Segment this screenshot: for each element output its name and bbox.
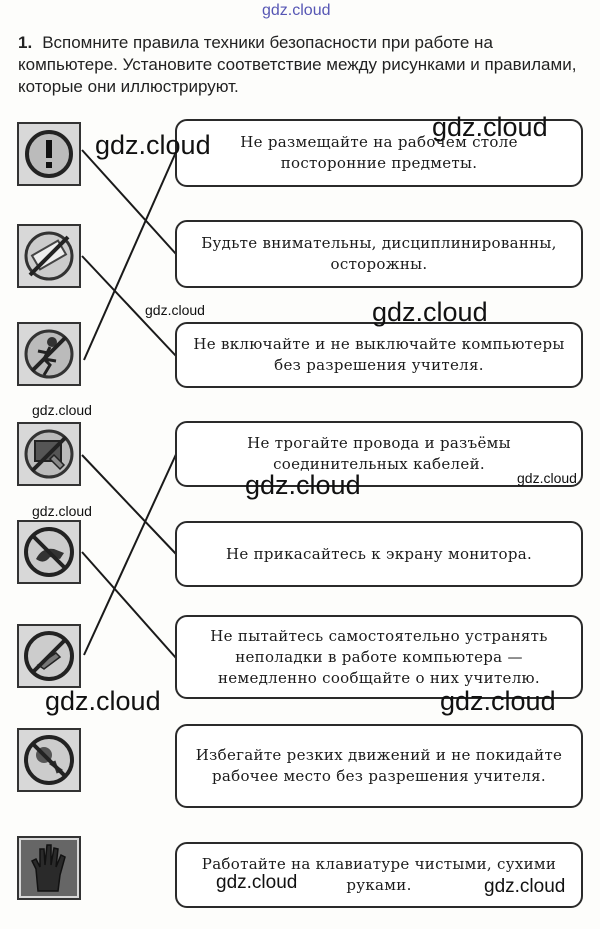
rule-box-2 <box>175 220 583 288</box>
rule-text-8: Работайте на клавиатуре чистыми, сухими руками. <box>201 855 557 894</box>
rule-text-7: Избегайте резких движений и не покидайте рабочее место без разрешения учителя. <box>195 746 563 785</box>
watermark: gdz.cloud <box>372 297 488 327</box>
task-text: Вспомните правила техники безопасности при работе на компьютере. Установите соответствие между рисунками и правилами, которые они иллюстрируют. <box>18 33 577 96</box>
line-icon3-rule1 <box>84 152 176 360</box>
exclamation-icon <box>17 122 81 186</box>
rule-text-4: Не трогайте провода и разъёмы соединительных кабелей. <box>247 434 511 473</box>
rule-text-2: Будьте внимательны, дисциплинированны, осторожны. <box>201 234 557 273</box>
running-figure-icon <box>17 322 81 386</box>
line-icon4-rule5 <box>82 455 176 554</box>
watermark: gdz.cloud <box>484 876 566 897</box>
monitor-hand-icon <box>17 422 81 486</box>
no-food-icon <box>17 728 81 792</box>
header-watermark: gdz.cloud <box>262 2 331 19</box>
line-icon1-rule2 <box>82 150 176 254</box>
watermark: gdz.cloud <box>216 872 298 893</box>
watermark: gdz.cloud <box>145 302 205 318</box>
rule-box-7 <box>175 724 583 808</box>
no-repair-icon <box>17 624 81 688</box>
watermark: gdz.cloud <box>432 112 548 142</box>
watermark: gdz.cloud <box>45 686 161 716</box>
watermark: gdz.cloud <box>32 402 92 418</box>
watermark: gdz.cloud <box>517 470 577 486</box>
task-number: 1. <box>18 33 33 52</box>
rule-text-6: Не пытайтесь самостоятельно устранять неполадки в работе компьютера — немедленно сообщайте о них учителю. <box>210 626 548 687</box>
watermark: gdz.cloud <box>245 470 361 500</box>
rule-box-5 <box>175 521 583 587</box>
no-touch-icon <box>17 520 81 584</box>
rule-text-5: Не прикасайтесь к экрану монитора. <box>225 544 533 563</box>
hand-icon <box>17 836 81 900</box>
rule-text-1: Не размещайте на рабочем столе посторонние предметы. <box>240 133 518 172</box>
watermark: gdz.cloud <box>95 130 211 160</box>
watermark: gdz.cloud <box>32 503 92 519</box>
rule-text-3: Не включайте и не выключайте компьютеры без разрешения учителя. <box>193 335 565 374</box>
watermark: gdz.cloud <box>440 686 556 716</box>
rule-box-3 <box>175 322 583 388</box>
cable-icon <box>17 224 81 288</box>
line-icon6-rule4 <box>84 450 178 655</box>
line-icon5-rule6 <box>82 552 176 658</box>
